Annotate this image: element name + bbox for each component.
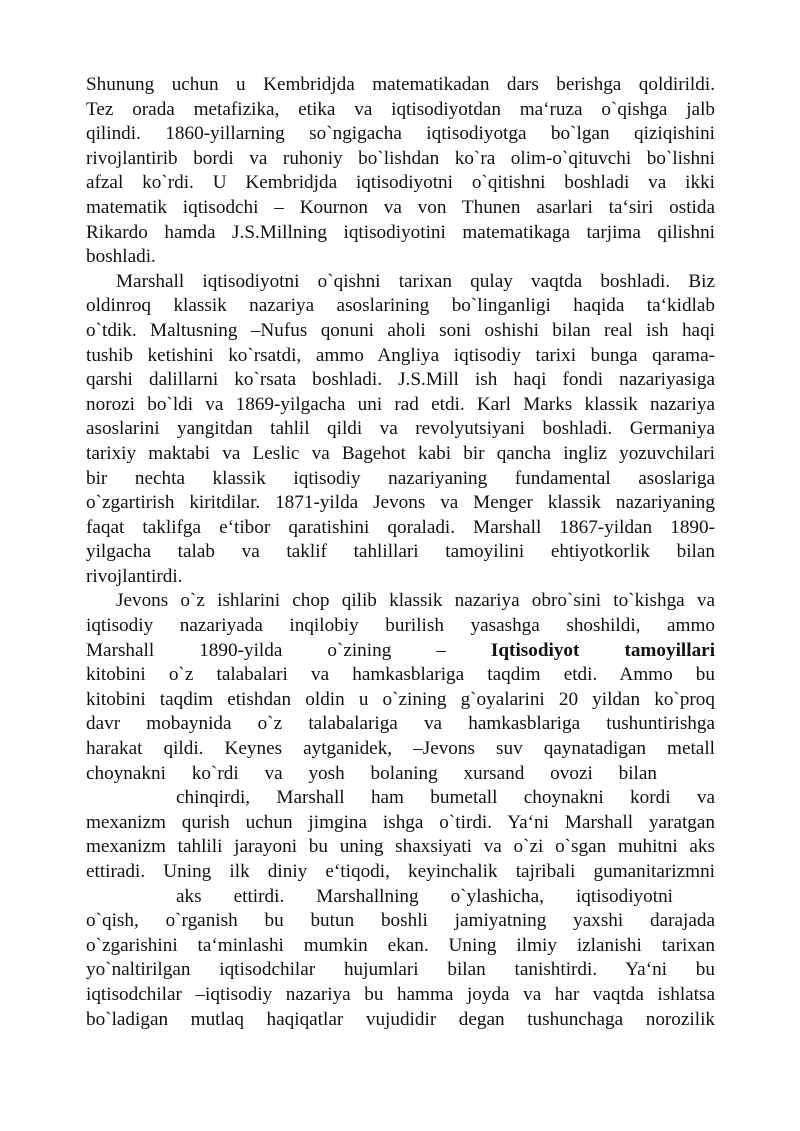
text-line: ettiradi. Uning ilk diniy e‘tiqodi, keyinchalik tajribali gumanitarizmni <box>86 861 715 882</box>
text-line <box>86 639 715 664</box>
text-line: afzal ko`rdi. U Kembridjda iqtisodiyotni o`qitishni boshladi va ikki <box>86 172 715 194</box>
text-segment: Marshall 1890-yilda o`zining – <box>86 639 446 661</box>
text-line: bir nechta klassik iqtisodiy nazariyaning fundamental asoslariga <box>86 467 715 489</box>
text-line: Marshall iqtisodiyotni o`qishni tarixan qulay vaqtda boshladi. Biz <box>116 270 715 292</box>
book-title-word: tamoyillari <box>624 639 715 661</box>
text-line: Shunung uchun u Kembridjda matematikadan dars berishga qoldirildi. <box>86 74 715 95</box>
text-line: o`qish, o`rganish bu butun boshli jamiyatning yaxshi darajada <box>86 910 715 932</box>
text-line: tarixiy maktabi va Leslic va Bagehot kabi bir qancha ingliz yozuvchilari <box>86 442 715 464</box>
document-page <box>86 73 715 1032</box>
text-line: yo`naltirilgan iqtisodchilar hujumlari bilan tanishtirdi. Ya‘ni bu <box>86 959 715 981</box>
text-line: oldinroq klassik nazariya asoslarining bo`linganligi haqida ta‘kidlab <box>86 295 715 317</box>
text-line: kitobini o`z talabalari va hamkasblariga taqdim etdi. Ammo bu <box>86 664 715 686</box>
text-line: boshladi. <box>86 246 156 268</box>
text-line: kitobini taqdim etishdan oldin u o`zining g`oyalarini 20 yildan ko`proq <box>86 688 715 710</box>
text-line: rivojlantirib bordi va ruhoniy bo`lishdan ko`ra olim-o`qituvchi bo`lishni <box>86 147 715 169</box>
text-line: iqtisodiy nazariyada inqilobiy burilish yasashga shoshildi, ammo <box>86 615 715 637</box>
text-line: rivojlantirdi. <box>86 565 183 587</box>
book-title-word: Iqtisodiyot <box>490 639 580 661</box>
text-line: iqtisodchilar –iqtisodiy nazariya bu hamma joyda va har vaqtda ishlatsa <box>86 983 715 1005</box>
text-line: matematik iqtisodchi – Kournon va von Thunen asarlari ta‘siri ostida <box>86 196 715 218</box>
text-line: Rikardo hamda J.S.Millning iqtisodiyotini matematikaga tarjima qilishni <box>86 221 715 243</box>
text-line: davr mobaynida o`z talabalariga va hamkasblariga tushuntirishga <box>86 713 715 735</box>
text-line: chinqirdi, Marshall ham bumetall choynakni kordi va <box>176 787 715 809</box>
text-line: qilindi. 1860-yillarning so`ngigacha iqtisodiyotga bo`lgan qiziqishini <box>86 123 715 145</box>
text-line: Jevons o`z ishlarini chop qilib klassik nazariya obro`sini to`kishga va <box>116 590 715 612</box>
text-line: o`zgartirish kiritdilar. 1871-yilda Jevons va Menger klassik nazariyaning <box>86 492 715 514</box>
text-line: mexanizm tahlili jarayoni bu uning shaxsiyati va o`zi o`sgan muhitni aks <box>86 836 715 858</box>
text-line: yilgacha talab va taklif tahlillari tamoyilini ehtiyotkorlik bilan <box>86 541 715 563</box>
text-line: norozi bo`ldi va 1869-yilgacha uni rad etdi. Karl Marks klassik nazariya <box>86 393 715 415</box>
text-line: faqat taklifga e‘tibor qaratishini qoraladi. Marshall 1867-yildan 1890- <box>86 516 715 538</box>
text-line: qarshi dalillarni ko`rsata boshladi. J.S.Mill ish haqi fondi nazariyasiga <box>86 369 715 391</box>
text-line: mexanizm qurish uchun jimgina ishga o`tirdi. Ya‘ni Marshall yaratgan <box>86 811 715 833</box>
text-line: o`zgarishini ta‘minlashi mumkin ekan. Uning ilmiy izlanishi tarixan <box>86 934 715 956</box>
text-line: harakat qildi. Keynes aytganidek, –Jevons suv qaynatadigan metall <box>86 738 715 760</box>
text-line: o`tdik. Maltusning –Nufus qonuni aholi soni oshishi bilan real ish haqi <box>86 319 715 341</box>
text-line: tushib ketishini ko`rsatdi, ammo Angliya iqtisodiy tarixi bunga qarama- <box>86 344 715 366</box>
text-line: asoslarini yangitdan tahlil qildi va revolyutsiyani boshladi. Germaniya <box>86 418 715 440</box>
text-line: aks ettirdi. Marshallning o`ylashicha, iqtisodiyotni <box>176 885 673 907</box>
text-line: bo`ladigan mutlaq haqiqatlar vujudidir degan tushunchaga norozilik <box>86 1008 715 1030</box>
text-line: choynakni ko`rdi va yosh bolaning xursand ovozi bilan <box>86 762 657 784</box>
text-line: Tez orada metafizika, etika va iqtisodiyotdan ma‘ruza o`qishga jalb <box>86 98 715 120</box>
